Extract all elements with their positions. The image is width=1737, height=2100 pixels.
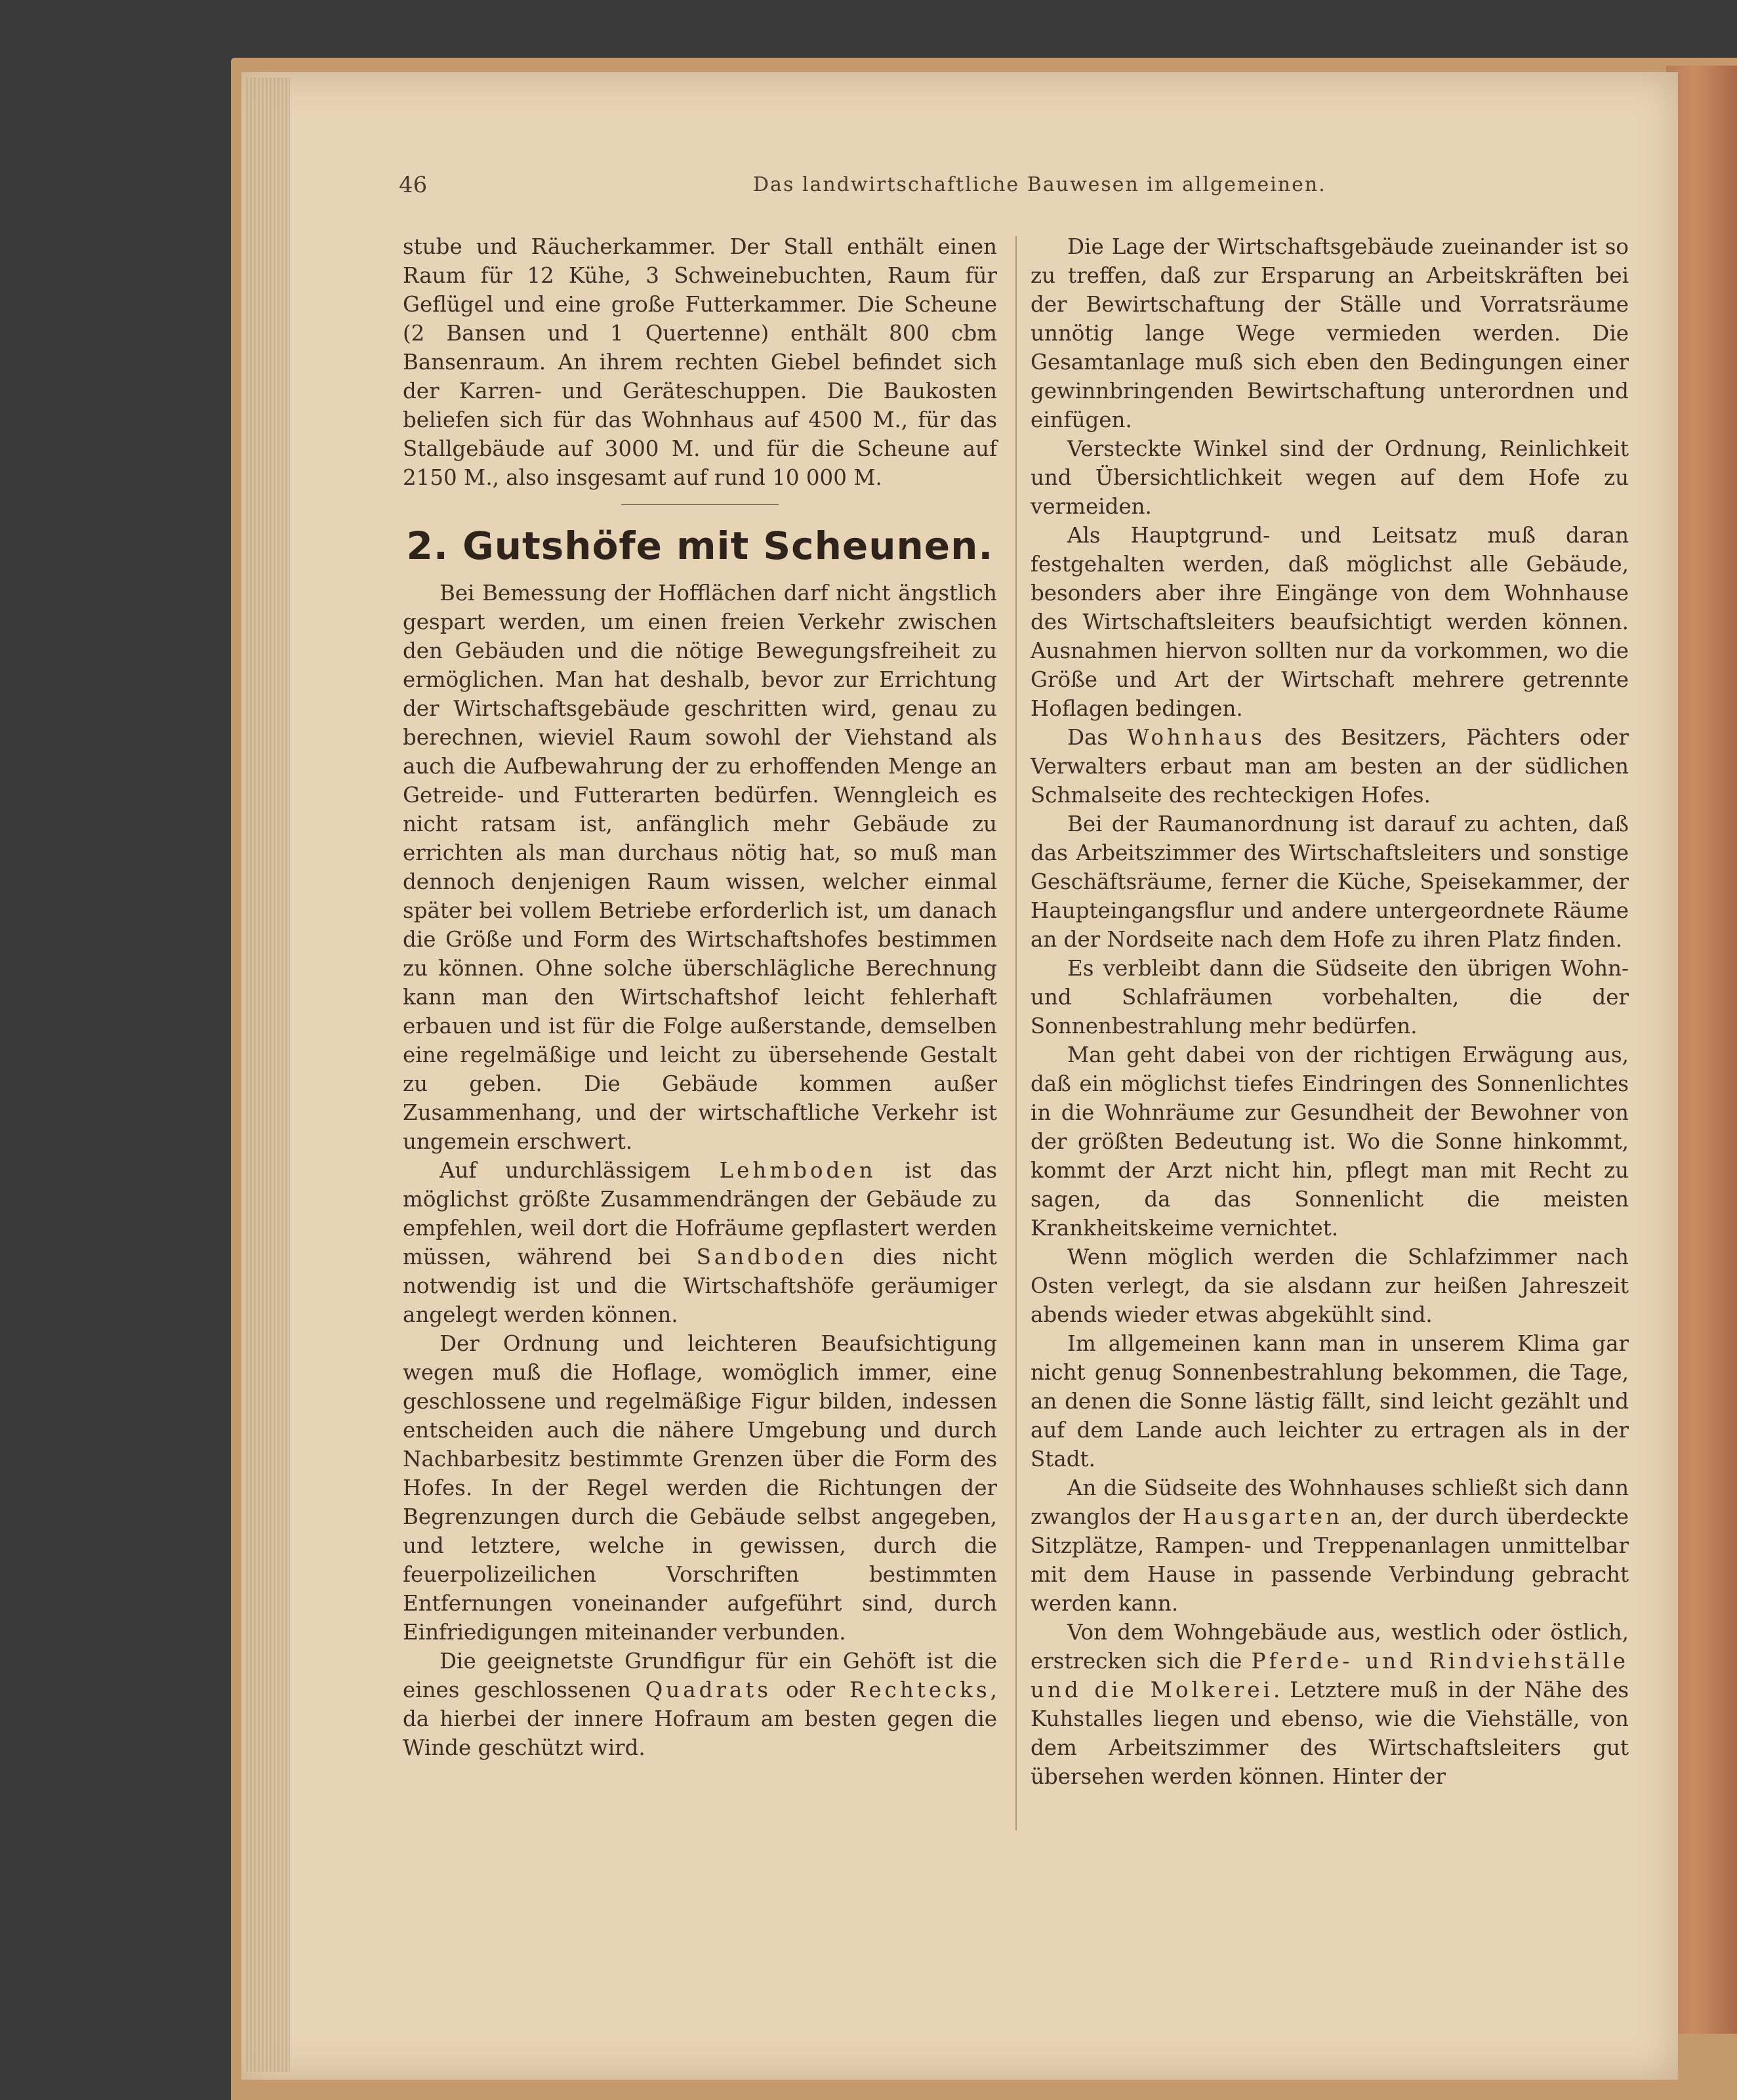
paragraph: Der Ordnung und leichteren Beaufsichtigung wegen muß die Hoflage, womöglich immer, eine geschlossene und regelmäßige Figur bilden, indessen entscheiden auch die nähere Umgebung und durch Nachbarbesitz bestimmte Grenzen über die Form des Hofes. In der Regel werden die Richtungen der Begrenzungen durch die Gebäude selbst angegeben, und letztere, welche in gewissen, durch die feuerpolizeilichen Vorschriften bestimmten Entfernungen voneinander aufgeführt sind, durch Einfriedigungen miteinander verbunden. (403, 1331, 997, 1645)
running-title: Das landwirtschaftliche Bauwesen im allgemeinen. (753, 173, 1326, 196)
paragraph: An die Südseite des Wohnhauses schließt sich dann zwanglos der Hausgarten an, der durch überdeckte Sitzplätze, Rampen- und Treppenanlagen unmittelbar mit dem Hause in passende Verbindung gebracht werden kann. (1031, 1475, 1629, 1616)
paragraph: Bei Bemessung der Hofflächen darf nicht ängstlich gespart werden, um einen freien Verkehr zwischen den Gebäuden und die nötige Bewegungsfreiheit zu ermöglichen. Man hat deshalb, bevor zur Errichtung der Wirtschaftsgebäude geschritten wird, genau zu berechnen, wieviel Raum sowohl der Viehstand als auch die Aufbewahrung der zu erhoffenden Menge an Getreide- und Futterarten bedürfen. Wenngleich es nicht ratsam ist, anfänglich mehr Gebäude zu errichten als man durchaus nötig hat, so muß man dennoch denjenigen Raum wissen, welcher einmal später bei vollem Betriebe erforderlich ist, um danach die Größe und Form des Wirtschaftshofes bestimmen zu können. Ohne solche überschlägliche Berechnung kann man den Wirtschaftshof leicht fehlerhaft erbauen und ist für die Folge außerstande, demselben eine regelmäßige und leicht zu übersehende Gestalt zu geben. Die Gebäude kommen außer Zusammenhang, und der wirtschaftliche Verkehr ist ungemein erschwert. (403, 581, 997, 1154)
emphasis: Wohnhaus (1127, 725, 1265, 750)
right-column (1031, 232, 1629, 1791)
section-divider (621, 504, 779, 505)
paragraph: Als Hauptgrund- und Leitsatz muß daran festgehalten werden, daß möglichst alle Gebäude, besonders aber ihre Eingänge von dem Wohnhause des Wirtschaftsleiters beaufsichtigt werden können. Ausnahmen hiervon sollten nur da vorkommen, wo die Größe und Art der Wirtschaft mehrere getrennte Hoflagen bedingen. (1031, 523, 1629, 721)
emphasis: Rechtecks (849, 1678, 991, 1702)
page-stack-edge (244, 77, 290, 2072)
emphasis: Hausgarten (1182, 1504, 1343, 1529)
emphasis: Quadrats (645, 1678, 772, 1702)
paragraph: Man geht dabei von der richtigen Erwägung aus, daß ein möglichst tiefes Eindringen des Sonnenlichtes in die Wohnräume zur Gesundheit der Bewohner von der größten Bedeutung ist. Wo die Sonne hinkommt, kommt der Arzt nicht hin, pflegt man mit Recht zu sagen, da das Sonnenlicht die meisten Krankheitskeime vernichtet. (1031, 1042, 1629, 1241)
paragraph: Bei der Raumanordnung ist darauf zu achten, daß das Arbeitszimmer des Wirtschaftsleiters und sonstige Geschäftsräume, ferner die Küche, Speisekammer, der Haupteingangsflur und andere untergeordnete Räume an der Nordseite nach dem Hofe zu ihren Platz finden. (1031, 812, 1629, 952)
page-header (399, 172, 1632, 205)
paragraph: Von dem Wohngebäude aus, westlich oder östlich, erstrecken sich die Pferde- und Rindviehställe und die Molkerei. Letztere muß in der Nähe des Kuhstalles liegen und ebenso, wie die Viehställe, von dem Arbeitszimmer des Wirtschaftsleiters gut übersehen werden können. Hinter der (1031, 1620, 1629, 1789)
paragraph: Im allgemeinen kann man in unserem Klima gar nicht genug Sonnenbestrahlung bekommen, die Tage, an denen die Sonne lästig fällt, sind leicht gezählt und auf dem Lande auch leichter zu ertragen als in der Stadt. (1031, 1331, 1629, 1472)
page-number: 46 (399, 172, 428, 198)
emphasis: Lehmboden (719, 1158, 876, 1183)
paragraph: Wenn möglich werden die Schlafzimmer nach Osten verlegt, da sie alsdann zur heißen Jahreszeit abends wieder etwas abgekühlt sind. (1031, 1245, 1629, 1327)
emphasis: Pferde- und Rindviehställe und die Molkerei (1031, 1649, 1629, 1702)
paragraph: Auf undurchlässigem Lehmboden ist das möglichst größte Zusammendrängen der Gebäude zu empfehlen, weil dort die Hofräume gepflastert werden müssen, während bei Sandboden dies nicht notwendig ist und die Wirtschaftshöfe geräumiger angelegt werden können. (403, 1158, 997, 1327)
column-divider (1015, 236, 1017, 1830)
left-column (403, 232, 997, 1762)
paragraph: Versteckte Winkel sind der Ordnung, Reinlichkeit und Übersichtlichkeit wegen auf dem Hofe zu vermeiden. (1031, 436, 1629, 519)
paragraph: Es verbleibt dann die Südseite den übrigen Wohn- und Schlafräumen vorbehalten, die der Sonnenbestrahlung mehr bedürfen. (1031, 956, 1629, 1039)
paragraph: Die geeignetste Grundfigur für ein Gehöft ist die eines geschlossenen Quadrats oder Rechtecks, da hierbei der innere Hofraum am besten gegen die Winde geschützt wird. (403, 1649, 997, 1760)
paragraph: Das Wohnhaus des Besitzers, Pächters oder Verwalters erbaut man am besten an der südlichen Schmalseite des rechteckigen Hofes. (1031, 725, 1629, 808)
emphasis: Sandboden (696, 1245, 848, 1269)
paragraph: Die Lage der Wirtschaftsgebäude zueinander ist so zu treffen, daß zur Ersparung an Arbeitskräften bei der Bewirtschaftung der Ställe und Vorratsräume unnötig lange Wege vermieden werden. Die Gesamtanlage muß sich eben den Bedingungen einer gewinnbringenden Bewirtschaftung unterordnen und einfügen. (1031, 234, 1629, 432)
paragraph: stube und Räucherkammer. Der Stall enthält einen Raum für 12 Kühe, 3 Schweinebuchten, Raum für Geflügel und eine große Futterkammer. Die Scheune (2 Bansen und 1 Quertenne) enthält 800 cbm Bansenraum. An ihrem rechten Giebel befindet sich der Karren- und Geräteschuppen. Die Baukosten beliefen sich für das Wohnhaus auf 4500 M., für das Stallgebäude auf 3000 M. und für die Scheune auf 2150 M., also insgesamt auf rund 10 000 M. (403, 234, 997, 490)
section-heading: 2. Gutshöfe mit Scheunen. (406, 524, 994, 568)
